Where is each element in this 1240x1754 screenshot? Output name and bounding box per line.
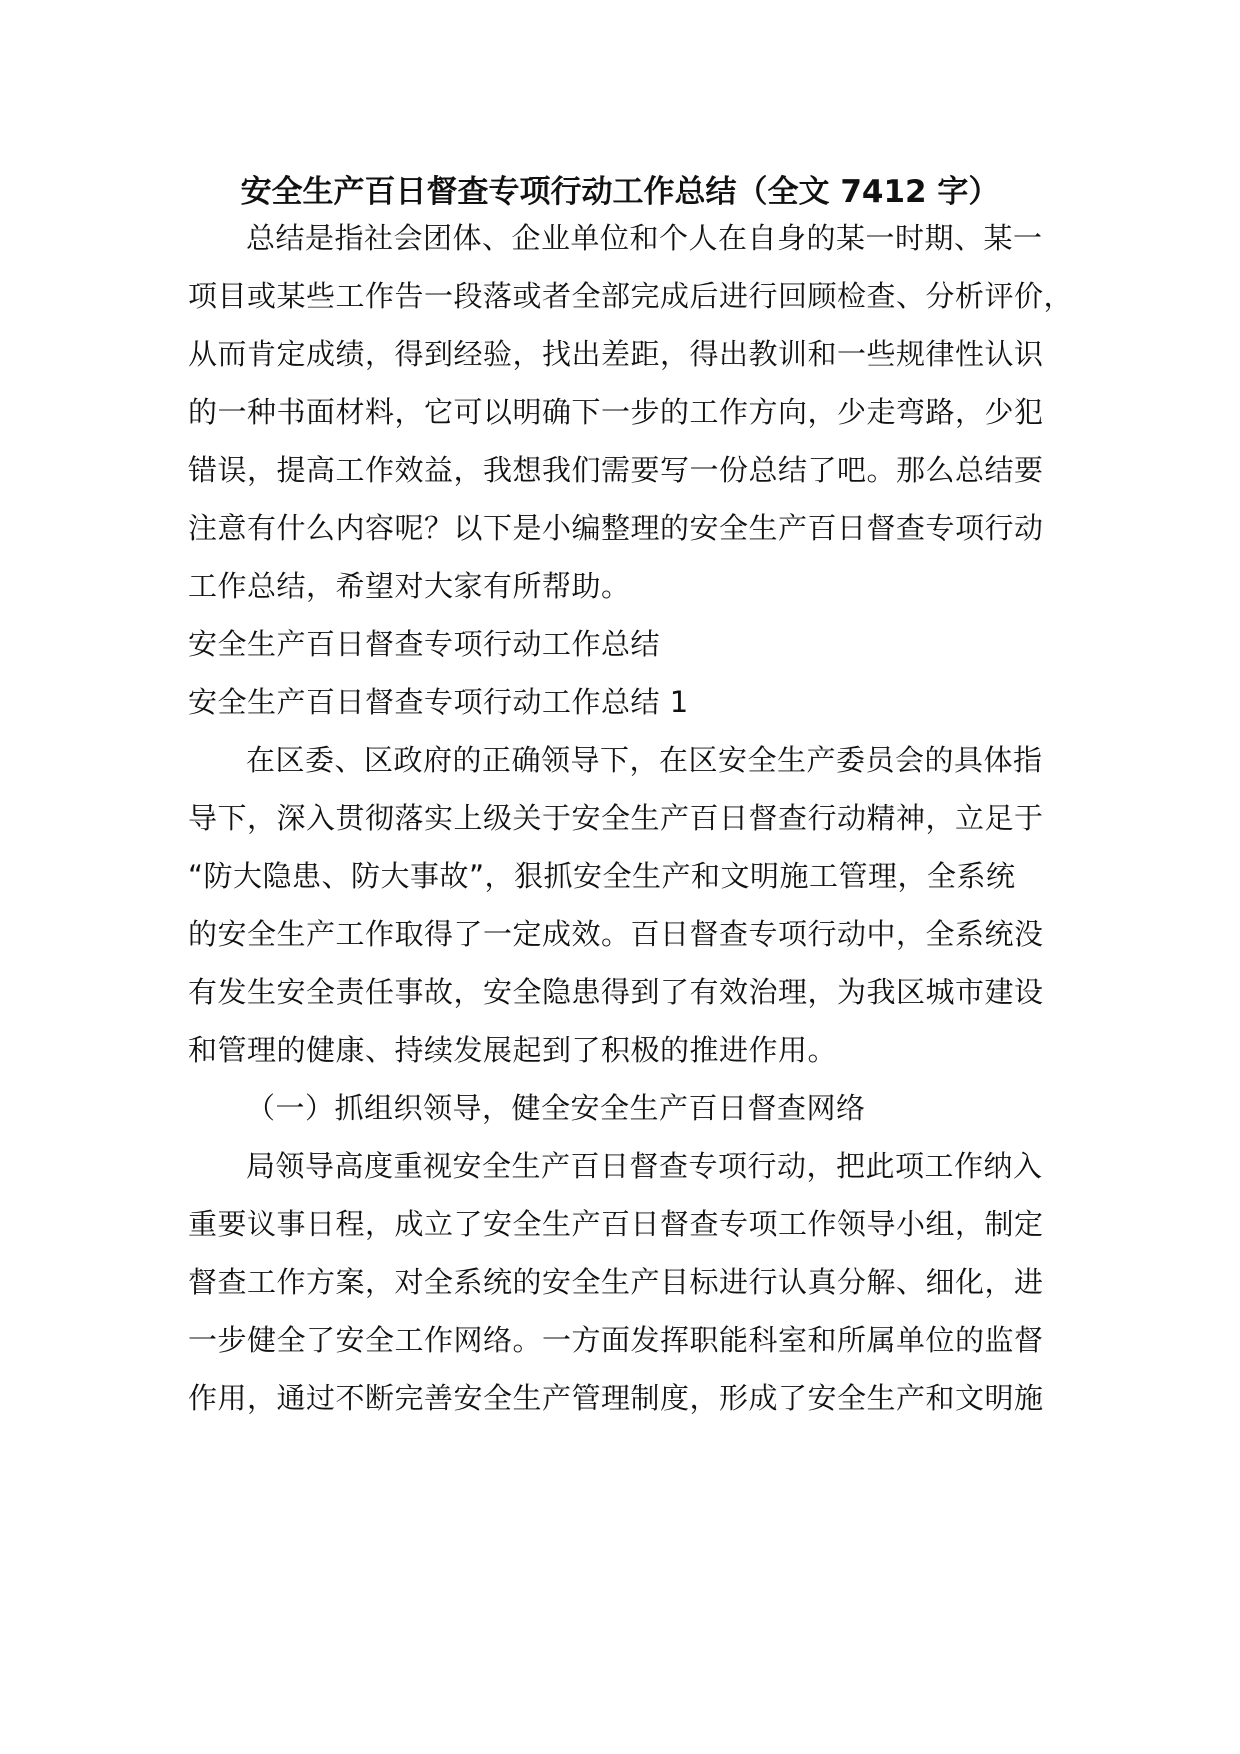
body-line: 在区委、区政府的正确领导下，在区安全生产委员会的具体指 (246, 743, 1043, 777)
body-line: 项目或某些工作告一段落或者全部完成后进行回顾检查、分析评价， (188, 279, 1074, 313)
body-line: 总结是指社会团体、企业单位和个人在自身的某一时期、某一 (246, 221, 1043, 255)
body-line: “防大隐患、防大事故”，狠抓安全生产和文明施工管理，全系统 (188, 859, 1016, 893)
body-line: 导下，深入贯彻落实上级关于安全生产百日督查行动精神，立足于 (188, 801, 1044, 835)
section-heading: 安全生产百日督查专项行动工作总结 1 (188, 685, 689, 719)
body-line: 错误，提高工作效益，我想我们需要写一份总结了吧。那么总结要 (188, 453, 1044, 487)
body-line: 督查工作方案，对全系统的安全生产目标进行认真分解、细化，进 (188, 1265, 1044, 1299)
body-line: 的安全生产工作取得了一定成效。百日督查专项行动中，全系统没 (188, 917, 1044, 951)
body-line: 一步健全了安全工作网络。一方面发挥职能科室和所属单位的监督 (188, 1323, 1044, 1357)
body-line: 的一种书面材料，它可以明确下一步的工作方向，少走弯路，少犯 (188, 395, 1044, 429)
body-line: 局领导高度重视安全生产百日督查专项行动，把此项工作纳入 (246, 1149, 1043, 1183)
section-heading: 安全生产百日督查专项行动工作总结 (188, 627, 661, 661)
body-line: 从而肯定成绩，得到经验，找出差距，得出教训和一些规律性认识 (188, 337, 1044, 371)
subsection-heading: （一）抓组织领导，健全安全生产百日督查网络 (246, 1091, 866, 1125)
document-title: 安全生产百日督查专项行动工作总结（全文 7412 字） (240, 174, 1000, 210)
body-line: 重要议事日程，成立了安全生产百日督查专项工作领导小组，制定 (188, 1207, 1044, 1241)
body-line: 作用，通过不断完善安全生产管理制度，形成了安全生产和文明施 (188, 1381, 1044, 1415)
body-line: 注意有什么内容呢？以下是小编整理的安全生产百日督查专项行动 (188, 511, 1044, 545)
body-line: 有发生安全责任事故，安全隐患得到了有效治理，为我区城市建设 (188, 975, 1044, 1009)
body-line: 和管理的健康、持续发展起到了积极的推进作用。 (188, 1033, 838, 1067)
body-line: 工作总结，希望对大家有所帮助。 (188, 569, 631, 603)
